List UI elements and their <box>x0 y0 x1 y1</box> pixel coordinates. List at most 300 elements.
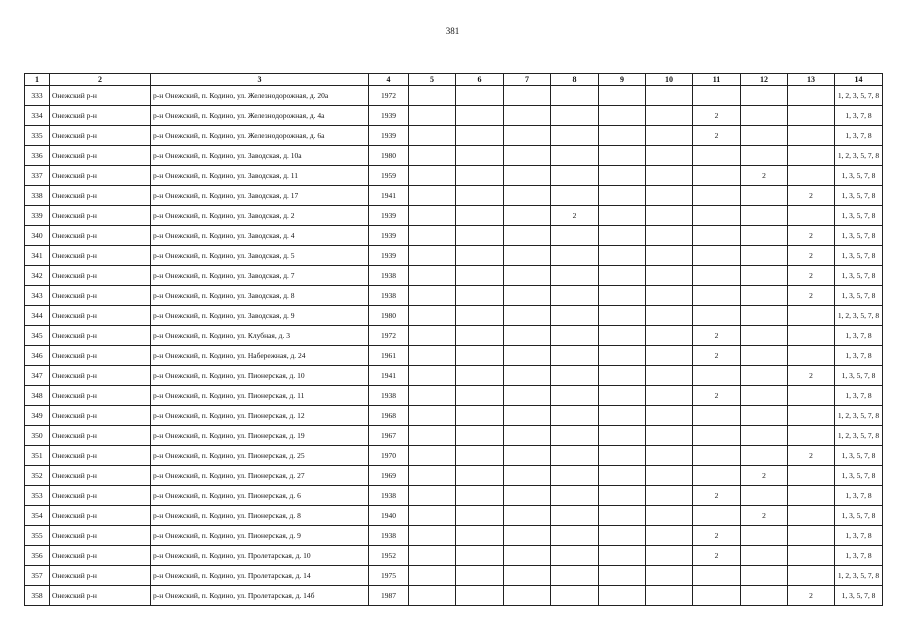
cell-year-built: 1939 <box>369 106 409 126</box>
cell-col-8 <box>551 466 599 486</box>
cell-col-10 <box>646 446 693 466</box>
cell-col-10 <box>646 506 693 526</box>
cell-col-6 <box>456 426 504 446</box>
cell-col-5 <box>409 426 456 446</box>
cell-col-11: 2 <box>693 326 741 346</box>
cell-col-9 <box>599 526 646 546</box>
cell-row-number: 335 <box>25 126 50 146</box>
cell-col-8 <box>551 346 599 366</box>
cell-col-12 <box>741 546 788 566</box>
cell-col-7 <box>504 446 551 466</box>
cell-col-9 <box>599 126 646 146</box>
cell-codes: 1, 3, 5, 7, 8 <box>835 246 883 266</box>
cell-district: Онежский р-н <box>50 326 151 346</box>
cell-district: Онежский р-н <box>50 586 151 606</box>
cell-col-6 <box>456 346 504 366</box>
cell-year-built: 1940 <box>369 506 409 526</box>
cell-col-8 <box>551 126 599 146</box>
cell-col-12 <box>741 146 788 166</box>
cell-col-7 <box>504 566 551 586</box>
table-row <box>25 106 883 126</box>
cell-col-13 <box>788 126 835 146</box>
cell-col-6 <box>456 546 504 566</box>
cell-address: р-н Онежский, п. Кодино, ул. Заводская, д. 11 <box>151 166 369 186</box>
table-row <box>25 586 883 606</box>
cell-col-7 <box>504 266 551 286</box>
table-row <box>25 546 883 566</box>
cell-col-13 <box>788 546 835 566</box>
cell-district: Онежский р-н <box>50 226 151 246</box>
cell-col-5 <box>409 226 456 246</box>
cell-district: Онежский р-н <box>50 446 151 466</box>
cell-row-number: 348 <box>25 386 50 406</box>
cell-year-built: 1939 <box>369 246 409 266</box>
cell-col-13 <box>788 406 835 426</box>
cell-year-built: 1941 <box>369 186 409 206</box>
cell-district: Онежский р-н <box>50 126 151 146</box>
cell-year-built: 1939 <box>369 226 409 246</box>
cell-row-number: 336 <box>25 146 50 166</box>
cell-col-7 <box>504 466 551 486</box>
cell-codes: 1, 2, 3, 5, 7, 8 <box>835 426 883 446</box>
cell-col-9 <box>599 246 646 266</box>
cell-col-11 <box>693 266 741 286</box>
cell-col-10 <box>646 106 693 126</box>
cell-col-8 <box>551 166 599 186</box>
cell-col-9 <box>599 366 646 386</box>
cell-row-number: 357 <box>25 566 50 586</box>
cell-codes: 1, 3, 7, 8 <box>835 126 883 146</box>
cell-col-5 <box>409 286 456 306</box>
cell-district: Онежский р-н <box>50 566 151 586</box>
cell-year-built: 1972 <box>369 86 409 106</box>
cell-col-5 <box>409 186 456 206</box>
cell-year-built: 1939 <box>369 206 409 226</box>
cell-address: р-н Онежский, п. Кодино, ул. Пионерская, д. 9 <box>151 526 369 546</box>
cell-col-11 <box>693 86 741 106</box>
cell-col-7 <box>504 406 551 426</box>
cell-col-13 <box>788 426 835 446</box>
cell-row-number: 339 <box>25 206 50 226</box>
cell-codes: 1, 3, 5, 7, 8 <box>835 226 883 246</box>
table-row <box>25 166 883 186</box>
cell-codes: 1, 3, 5, 7, 8 <box>835 506 883 526</box>
cell-year-built: 1938 <box>369 486 409 506</box>
cell-codes: 1, 3, 5, 7, 8 <box>835 206 883 226</box>
cell-col-6 <box>456 526 504 546</box>
cell-row-number: 358 <box>25 586 50 606</box>
cell-col-12 <box>741 186 788 206</box>
cell-col-8: 2 <box>551 206 599 226</box>
table-row <box>25 486 883 506</box>
cell-year-built: 1961 <box>369 346 409 366</box>
cell-col-13 <box>788 146 835 166</box>
cell-col-5 <box>409 446 456 466</box>
cell-row-number: 333 <box>25 86 50 106</box>
cell-address: р-н Онежский, п. Кодино, ул. Пролетарская, д. 14 <box>151 566 369 586</box>
cell-col-6 <box>456 326 504 346</box>
cell-address: р-н Онежский, п. Кодино, ул. Пролетарская, д. 10 <box>151 546 369 566</box>
cell-district: Онежский р-н <box>50 166 151 186</box>
cell-col-6 <box>456 106 504 126</box>
cell-col-12 <box>741 426 788 446</box>
cell-district: Онежский р-н <box>50 426 151 446</box>
cell-col-6 <box>456 286 504 306</box>
cell-col-8 <box>551 526 599 546</box>
cell-col-13: 2 <box>788 446 835 466</box>
cell-year-built: 1972 <box>369 326 409 346</box>
cell-col-12 <box>741 326 788 346</box>
cell-col-10 <box>646 146 693 166</box>
cell-col-6 <box>456 466 504 486</box>
cell-year-built: 1970 <box>369 446 409 466</box>
cell-address: р-н Онежский, п. Кодино, ул. Заводская, д. 5 <box>151 246 369 266</box>
cell-col-7 <box>504 346 551 366</box>
cell-address: р-н Онежский, п. Кодино, ул. Пионерская, д. 10 <box>151 366 369 386</box>
cell-address: р-н Онежский, п. Кодино, ул. Пионерская, д. 6 <box>151 486 369 506</box>
cell-year-built: 1938 <box>369 286 409 306</box>
cell-col-11 <box>693 286 741 306</box>
cell-codes: 1, 3, 5, 7, 8 <box>835 586 883 606</box>
cell-col-13 <box>788 306 835 326</box>
cell-address: р-н Онежский, п. Кодино, ул. Пионерская, д. 11 <box>151 386 369 406</box>
cell-col-10 <box>646 466 693 486</box>
cell-col-10 <box>646 326 693 346</box>
cell-col-12 <box>741 386 788 406</box>
cell-col-6 <box>456 366 504 386</box>
cell-col-12 <box>741 226 788 246</box>
cell-codes: 1, 3, 7, 8 <box>835 326 883 346</box>
cell-col-5 <box>409 546 456 566</box>
cell-col-5 <box>409 566 456 586</box>
cell-codes: 1, 2, 3, 5, 7, 8 <box>835 306 883 326</box>
cell-district: Онежский р-н <box>50 526 151 546</box>
cell-col-11 <box>693 246 741 266</box>
table-row <box>25 306 883 326</box>
cell-col-7 <box>504 506 551 526</box>
cell-col-10 <box>646 366 693 386</box>
cell-col-13 <box>788 206 835 226</box>
cell-year-built: 1967 <box>369 426 409 446</box>
cell-col-10 <box>646 526 693 546</box>
cell-col-5 <box>409 266 456 286</box>
cell-col-11 <box>693 566 741 586</box>
cell-codes: 1, 2, 3, 5, 7, 8 <box>835 566 883 586</box>
cell-col-9 <box>599 326 646 346</box>
cell-col-5 <box>409 146 456 166</box>
cell-row-number: 347 <box>25 366 50 386</box>
cell-col-6 <box>456 446 504 466</box>
cell-col-7 <box>504 386 551 406</box>
cell-district: Онежский р-н <box>50 366 151 386</box>
cell-row-number: 343 <box>25 286 50 306</box>
cell-col-10 <box>646 546 693 566</box>
cell-district: Онежский р-н <box>50 466 151 486</box>
cell-address: р-н Онежский, п. Кодино, ул. Железнодорожная, д. 20а <box>151 86 369 106</box>
cell-col-10 <box>646 186 693 206</box>
cell-col-5 <box>409 466 456 486</box>
cell-col-9 <box>599 106 646 126</box>
cell-col-5 <box>409 306 456 326</box>
cell-col-9 <box>599 486 646 506</box>
cell-col-8 <box>551 246 599 266</box>
cell-address: р-н Онежский, п. Кодино, ул. Заводская, д. 10а <box>151 146 369 166</box>
cell-year-built: 1959 <box>369 166 409 186</box>
cell-address: р-н Онежский, п. Кодино, ул. Заводская, д. 4 <box>151 226 369 246</box>
cell-col-7 <box>504 526 551 546</box>
cell-codes: 1, 3, 5, 7, 8 <box>835 186 883 206</box>
table-row <box>25 126 883 146</box>
cell-col-11 <box>693 146 741 166</box>
cell-district: Онежский р-н <box>50 286 151 306</box>
cell-col-8 <box>551 186 599 206</box>
table-row <box>25 366 883 386</box>
cell-col-7 <box>504 86 551 106</box>
cell-col-7 <box>504 326 551 346</box>
cell-col-6 <box>456 586 504 606</box>
cell-row-number: 346 <box>25 346 50 366</box>
cell-col-12 <box>741 486 788 506</box>
cell-col-11: 2 <box>693 386 741 406</box>
cell-col-8 <box>551 326 599 346</box>
cell-col-12 <box>741 126 788 146</box>
cell-col-10 <box>646 166 693 186</box>
cell-col-9 <box>599 186 646 206</box>
cell-col-9 <box>599 206 646 226</box>
cell-district: Онежский р-н <box>50 186 151 206</box>
table-header-row <box>25 74 883 86</box>
cell-address: р-н Онежский, п. Кодино, ул. Пионерская, д. 12 <box>151 406 369 426</box>
cell-codes: 1, 3, 7, 8 <box>835 386 883 406</box>
cell-col-9 <box>599 266 646 286</box>
cell-col-8 <box>551 266 599 286</box>
cell-row-number: 337 <box>25 166 50 186</box>
cell-col-7 <box>504 366 551 386</box>
cell-col-13: 2 <box>788 286 835 306</box>
cell-col-12 <box>741 366 788 386</box>
cell-year-built: 1952 <box>369 546 409 566</box>
cell-col-7 <box>504 586 551 606</box>
cell-district: Онежский р-н <box>50 206 151 226</box>
table-row <box>25 566 883 586</box>
cell-col-12 <box>741 86 788 106</box>
cell-district: Онежский р-н <box>50 86 151 106</box>
column-header-14: 14 <box>835 74 883 86</box>
table-row <box>25 246 883 266</box>
cell-col-8 <box>551 406 599 426</box>
table-row <box>25 226 883 246</box>
cell-col-5 <box>409 326 456 346</box>
column-header-6: 6 <box>456 74 504 86</box>
table-row <box>25 206 883 226</box>
cell-col-12: 2 <box>741 166 788 186</box>
cell-col-11 <box>693 586 741 606</box>
table-row <box>25 506 883 526</box>
cell-year-built: 1968 <box>369 406 409 426</box>
cell-address: р-н Онежский, п. Кодино, ул. Пионерская, д. 8 <box>151 506 369 526</box>
cell-col-11: 2 <box>693 546 741 566</box>
cell-row-number: 352 <box>25 466 50 486</box>
cell-col-8 <box>551 486 599 506</box>
cell-year-built: 1938 <box>369 266 409 286</box>
cell-col-13 <box>788 106 835 126</box>
cell-col-12: 2 <box>741 466 788 486</box>
cell-col-7 <box>504 166 551 186</box>
cell-col-8 <box>551 86 599 106</box>
table-body <box>25 86 883 606</box>
cell-col-12 <box>741 526 788 546</box>
cell-col-11 <box>693 406 741 426</box>
cell-col-7 <box>504 106 551 126</box>
cell-col-11 <box>693 186 741 206</box>
cell-district: Онежский р-н <box>50 266 151 286</box>
cell-col-10 <box>646 86 693 106</box>
cell-col-10 <box>646 346 693 366</box>
table-row <box>25 426 883 446</box>
cell-col-13 <box>788 526 835 546</box>
cell-col-10 <box>646 306 693 326</box>
table-row <box>25 446 883 466</box>
cell-col-11 <box>693 166 741 186</box>
cell-col-12 <box>741 106 788 126</box>
cell-col-9 <box>599 146 646 166</box>
cell-district: Онежский р-н <box>50 506 151 526</box>
cell-col-13 <box>788 486 835 506</box>
cell-col-10 <box>646 286 693 306</box>
table-row <box>25 326 883 346</box>
cell-col-6 <box>456 166 504 186</box>
cell-col-13: 2 <box>788 226 835 246</box>
cell-col-9 <box>599 286 646 306</box>
column-header-11: 11 <box>693 74 741 86</box>
cell-col-5 <box>409 386 456 406</box>
cell-col-8 <box>551 106 599 126</box>
cell-col-7 <box>504 186 551 206</box>
cell-col-6 <box>456 566 504 586</box>
cell-address: р-н Онежский, п. Кодино, ул. Железнодорожная, д. 4а <box>151 106 369 126</box>
cell-col-10 <box>646 386 693 406</box>
cell-col-10 <box>646 406 693 426</box>
cell-col-10 <box>646 566 693 586</box>
cell-col-6 <box>456 86 504 106</box>
cell-col-6 <box>456 506 504 526</box>
column-header-1: 1 <box>25 74 50 86</box>
cell-col-6 <box>456 306 504 326</box>
cell-col-11 <box>693 446 741 466</box>
cell-codes: 1, 3, 7, 8 <box>835 546 883 566</box>
cell-codes: 1, 3, 7, 8 <box>835 486 883 506</box>
cell-col-9 <box>599 346 646 366</box>
column-header-12: 12 <box>741 74 788 86</box>
column-header-13: 13 <box>788 74 835 86</box>
cell-col-11 <box>693 506 741 526</box>
cell-col-12: 2 <box>741 506 788 526</box>
cell-col-6 <box>456 146 504 166</box>
cell-col-8 <box>551 546 599 566</box>
cell-year-built: 1980 <box>369 306 409 326</box>
cell-col-7 <box>504 126 551 146</box>
page-number: 381 <box>445 26 460 36</box>
cell-col-12 <box>741 446 788 466</box>
cell-col-12 <box>741 586 788 606</box>
cell-col-10 <box>646 426 693 446</box>
cell-col-13: 2 <box>788 186 835 206</box>
cell-col-8 <box>551 566 599 586</box>
table-row <box>25 466 883 486</box>
cell-col-13 <box>788 326 835 346</box>
cell-col-7 <box>504 306 551 326</box>
cell-col-13 <box>788 166 835 186</box>
cell-col-10 <box>646 586 693 606</box>
cell-year-built: 1938 <box>369 526 409 546</box>
cell-address: р-н Онежский, п. Кодино, ул. Пионерская, д. 25 <box>151 446 369 466</box>
cell-address: р-н Онежский, п. Кодино, ул. Железнодорожная, д. 6а <box>151 126 369 146</box>
cell-district: Онежский р-н <box>50 346 151 366</box>
cell-col-9 <box>599 406 646 426</box>
cell-row-number: 351 <box>25 446 50 466</box>
cell-col-8 <box>551 586 599 606</box>
cell-col-9 <box>599 546 646 566</box>
cell-col-10 <box>646 266 693 286</box>
cell-district: Онежский р-н <box>50 106 151 126</box>
cell-year-built: 1939 <box>369 126 409 146</box>
cell-col-5 <box>409 166 456 186</box>
cell-district: Онежский р-н <box>50 406 151 426</box>
cell-col-11 <box>693 206 741 226</box>
cell-col-5 <box>409 246 456 266</box>
cell-col-13: 2 <box>788 246 835 266</box>
cell-col-13: 2 <box>788 366 835 386</box>
cell-address: р-н Онежский, п. Кодино, ул. Набережная, д. 24 <box>151 346 369 366</box>
cell-col-9 <box>599 386 646 406</box>
cell-col-12 <box>741 566 788 586</box>
cell-col-6 <box>456 266 504 286</box>
table-row <box>25 406 883 426</box>
cell-col-9 <box>599 86 646 106</box>
cell-row-number: 345 <box>25 326 50 346</box>
cell-col-9 <box>599 166 646 186</box>
cell-col-8 <box>551 426 599 446</box>
cell-col-6 <box>456 206 504 226</box>
housing-register-table <box>24 73 883 606</box>
cell-address: р-н Онежский, п. Кодино, ул. Заводская, д. 7 <box>151 266 369 286</box>
cell-col-8 <box>551 506 599 526</box>
cell-address: р-н Онежский, п. Кодино, ул. Пролетарская, д. 14б <box>151 586 369 606</box>
column-header-5: 5 <box>409 74 456 86</box>
cell-col-12 <box>741 346 788 366</box>
cell-row-number: 353 <box>25 486 50 506</box>
cell-col-6 <box>456 126 504 146</box>
cell-col-7 <box>504 486 551 506</box>
cell-col-11: 2 <box>693 106 741 126</box>
cell-col-9 <box>599 306 646 326</box>
cell-year-built: 1969 <box>369 466 409 486</box>
cell-col-11 <box>693 366 741 386</box>
cell-col-8 <box>551 446 599 466</box>
cell-col-7 <box>504 546 551 566</box>
cell-codes: 1, 3, 5, 7, 8 <box>835 286 883 306</box>
cell-year-built: 1980 <box>369 146 409 166</box>
cell-year-built: 1938 <box>369 386 409 406</box>
cell-col-13 <box>788 566 835 586</box>
cell-col-5 <box>409 106 456 126</box>
cell-address: р-н Онежский, п. Кодино, ул. Клубная, д. 3 <box>151 326 369 346</box>
cell-row-number: 355 <box>25 526 50 546</box>
cell-col-13: 2 <box>788 586 835 606</box>
cell-col-12 <box>741 286 788 306</box>
cell-row-number: 342 <box>25 266 50 286</box>
cell-row-number: 340 <box>25 226 50 246</box>
